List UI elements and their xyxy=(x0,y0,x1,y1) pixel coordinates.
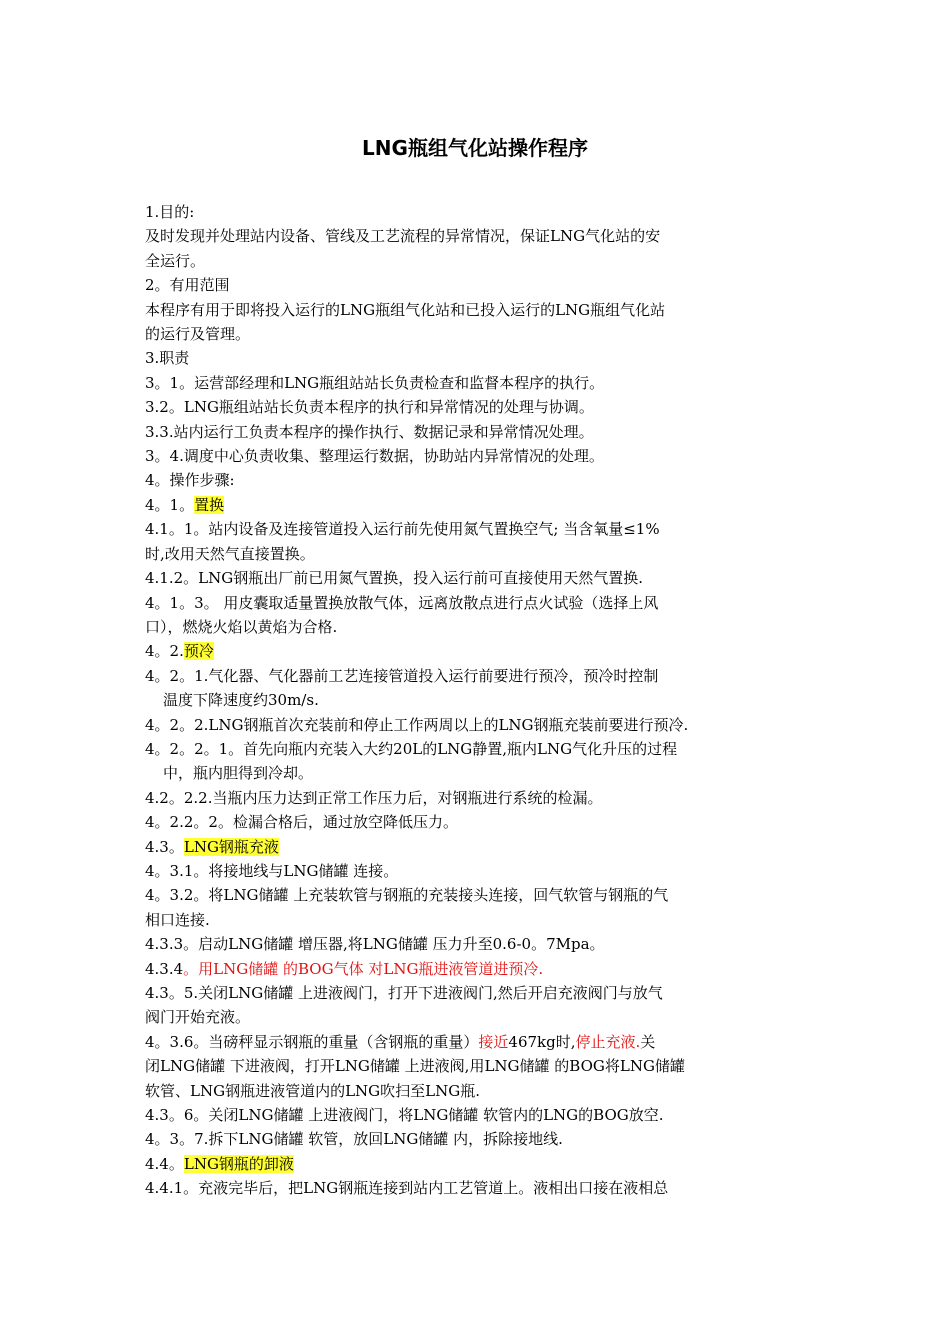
subsection-heading xyxy=(145,493,815,517)
highlighted-term: LNG钢瓶充液 xyxy=(183,837,279,856)
paragraph-line: 中，瓶内胆得到冷却。 xyxy=(163,764,314,783)
paragraph-line: 全运行。 xyxy=(145,251,206,270)
paragraph-line: 及时发现并处理站内设备、管线及工艺流程的异常情况，保证LNG气化站的安 xyxy=(145,227,661,246)
document-title: LNG瓶组气化站操作程序 xyxy=(362,136,588,160)
paragraph-line: 4.2。2.2.当瓶内压力达到正常工作压力后，对钢瓶进行系统的检漏。 xyxy=(145,788,603,807)
paragraph-line: 温度下降速度约30m/s. xyxy=(163,691,319,710)
paragraph-line: 4。2。2.LNG钢瓶首次充装前和停止工作两周以上的LNG钢瓶充装前要进行预冷. xyxy=(145,715,689,734)
paragraph-line: 3.2。LNG瓶组站站长负责本程序的执行和异常情况的处理与协调。 xyxy=(145,398,594,417)
paragraph-line: 闭LNG储罐 下进液阀，打开LNG储罐 上进液阀,用LNG储罐 的BOG将LNG储罐 xyxy=(145,1057,685,1076)
subsection-heading xyxy=(145,835,815,859)
paragraph-line: 时,改用天然气直接置换。 xyxy=(145,544,315,563)
paragraph-line: 4。2。1.气化器、气化器前工艺连接管道投入运行前要进行预冷，预冷时控制 xyxy=(145,666,659,685)
paragraph-line: 4。2。2。1。首先向瓶内充装入大约20L的LNG静置,瓶内LNG气化升压的过程 xyxy=(145,739,678,758)
section-heading: 2。有用范围 xyxy=(145,276,230,295)
red-emphasis-text: 。用LNG储罐 的BOG气体 对LNG瓶进液管道进预冷. xyxy=(183,959,544,978)
paragraph-line: 4.1。1。站内设备及连接管道投入运行前先使用氮气置换空气; 当含氧量≤1% xyxy=(145,520,660,539)
paragraph-line: 3。1。运营部经理和LNG瓶组站站长负责检查和监督本程序的执行。 xyxy=(145,373,605,392)
paragraph-line: 口），燃烧火焰以黄焰为合格. xyxy=(145,617,338,636)
paragraph-line: 4。3.2。将LNG储罐 上充装软管与钢瓶的充装接头连接，回气软管与钢瓶的气 xyxy=(145,886,669,905)
paragraph-line: 4.3。5.关闭LNG储罐 上进液阀门，打开下进液阀门,然后开启充液阀门与放气 xyxy=(145,984,663,1002)
paragraph-line: 相口连接. xyxy=(145,910,210,929)
highlighted-term: 置换 xyxy=(194,495,225,514)
paragraph-line: 本程序有用于即将投入运行的LNG瓶组气化站和已投入运行的LNG瓶组气化站 xyxy=(145,300,666,319)
paragraph-line xyxy=(145,957,815,981)
paragraph-line: 4.3。6。关闭LNG储罐 上进液阀门，将LNG储罐 软管内的LNG的BOG放空. xyxy=(145,1106,664,1125)
paragraph-line: 的运行及管理。 xyxy=(145,325,251,344)
highlighted-term: 预冷 xyxy=(183,642,214,661)
paragraph-line xyxy=(145,1030,815,1054)
paragraph-line: 软管、LNG钢瓶进液管道内的LNG吹扫至LNG瓶. xyxy=(145,1081,480,1100)
paragraph-line: 4.3.3。启动LNG储罐 增压器,将LNG储罐 压力升至0.6-0。7Mpa。 xyxy=(145,935,605,954)
paragraph-line: 4.4.1。充液完毕后，把LNG钢瓶连接到站内工艺管道上。液相出口接在液相总 xyxy=(145,1179,669,1198)
red-emphasis-text: 停止充液. xyxy=(575,1032,641,1051)
paragraph-line: 4。1。3。 用皮囊取适量置换放散气体，远离放散点进行点火试验（选择上风 xyxy=(145,593,659,612)
subsection-number: 4。2. xyxy=(145,642,184,661)
paragraph-line: 3.3.站内运行工负责本程序的操作执行、数据记录和异常情况处理。 xyxy=(145,422,594,441)
paragraph-line: 3。4.调度中心负责收集、整理运行数据，协助站内异常情况的处理。 xyxy=(145,447,604,466)
text-segment: 467kg时, xyxy=(508,1032,576,1051)
section-heading: 1.目的: xyxy=(145,203,195,221)
document-body xyxy=(145,200,815,1201)
step-number: 4.3.4 xyxy=(145,959,184,978)
subsection-number: 4。1。 xyxy=(145,495,195,514)
paragraph-line: 4。3。7.拆下LNG储罐 软管，放回LNG储罐 内，拆除接地线. xyxy=(145,1130,563,1149)
subsection-number: 4.3。 xyxy=(145,837,184,856)
subsection-number: 4.4。 xyxy=(145,1154,184,1173)
highlighted-term: LNG钢瓶的卸液 xyxy=(183,1154,294,1173)
subsection-heading xyxy=(145,1152,815,1176)
text-segment: 关 xyxy=(640,1032,656,1051)
paragraph-line: 4。3.1。将接地线与LNG储罐 连接。 xyxy=(145,861,399,880)
subsection-heading xyxy=(145,639,815,663)
paragraph-line: 4.1.2。LNG钢瓶出厂前已用氮气置换，投入运行前可直接使用天然气置换. xyxy=(145,569,644,588)
paragraph-line: 阀门开始充液。 xyxy=(145,1008,251,1027)
section-heading: 4。操作步骤: xyxy=(145,471,235,490)
text-segment: 4。3.6。当磅秤显示钢瓶的重量（含钢瓶的重量） xyxy=(145,1032,479,1051)
red-emphasis-text: 接近 xyxy=(478,1032,509,1051)
paragraph-line: 4。2.2。2。检漏合格后，通过放空降低压力。 xyxy=(145,813,458,832)
section-heading: 3.职责 xyxy=(145,349,190,368)
